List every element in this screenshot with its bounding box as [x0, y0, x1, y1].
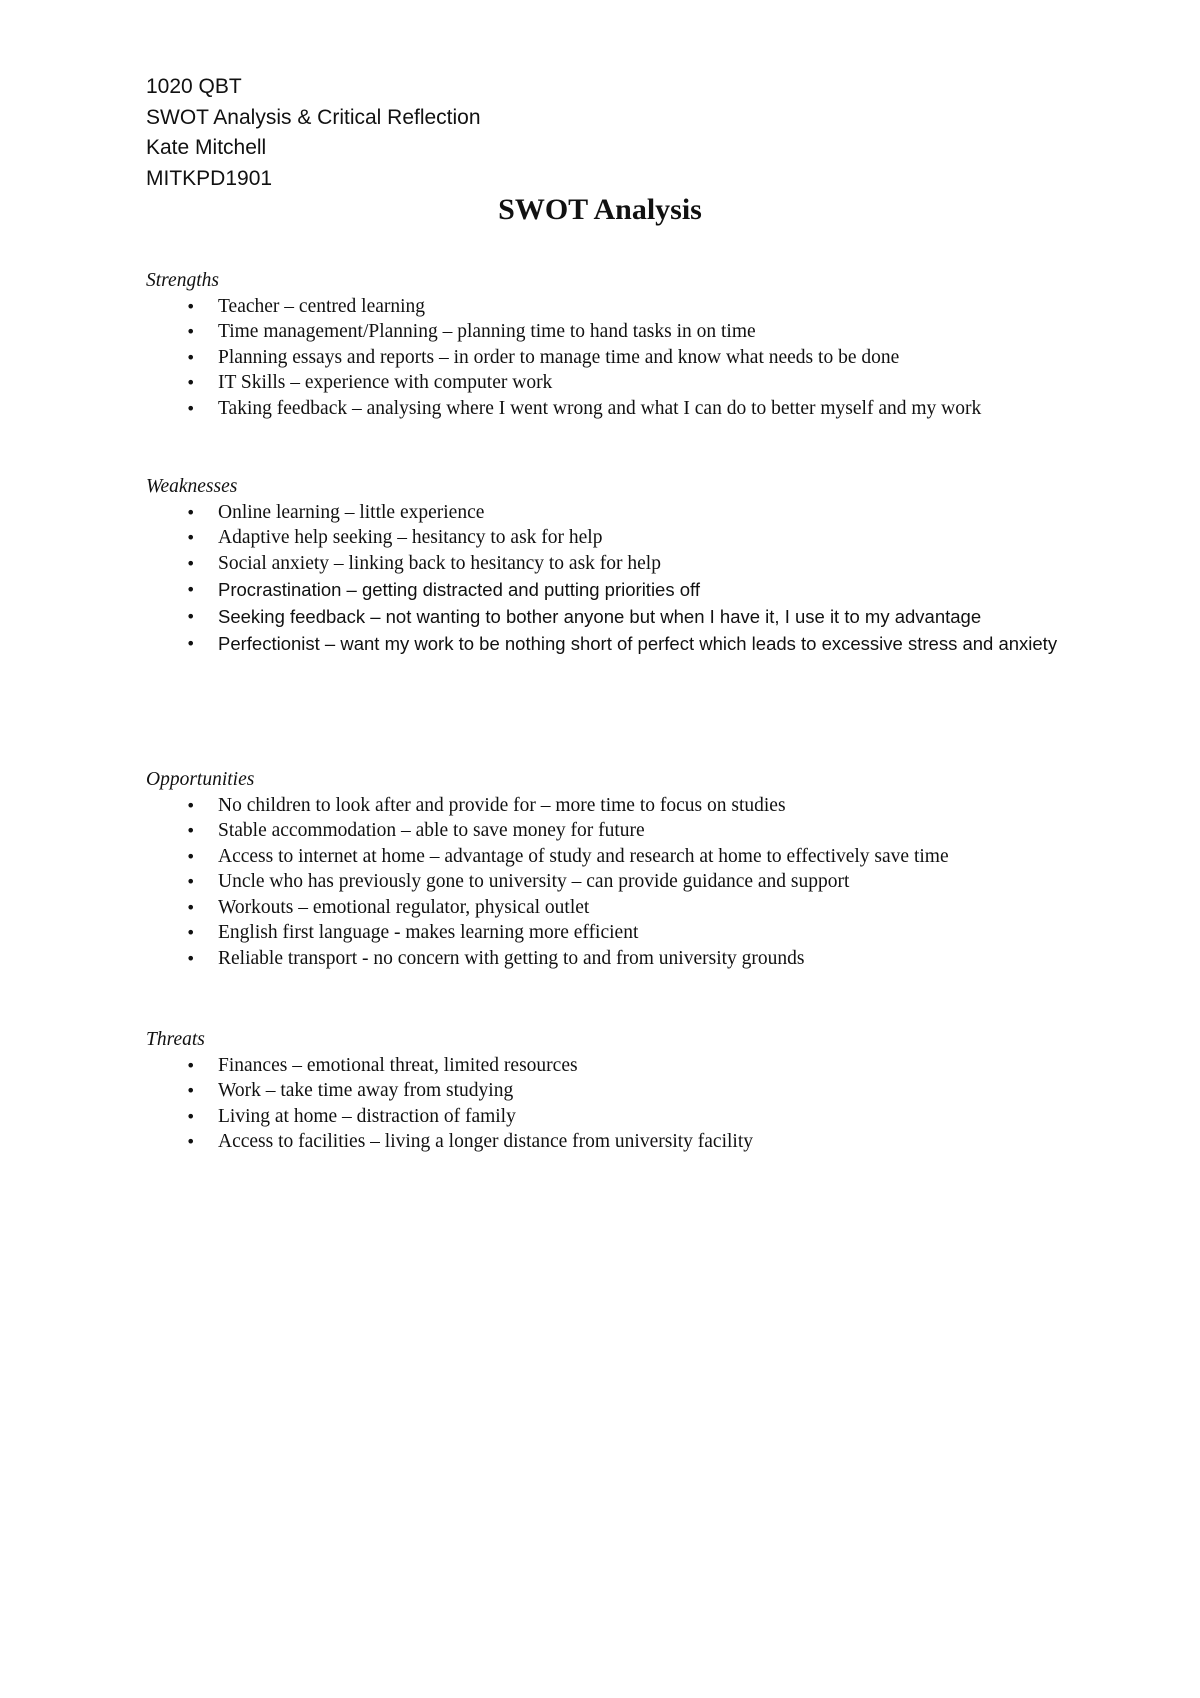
- bullet-icon: •: [186, 923, 196, 942]
- list-item: • Taking feedback – analysing where I went wrong and what I can do to better myself and my work: [146, 396, 1060, 422]
- assignment-title: SWOT Analysis & Critical Reflection: [146, 105, 481, 129]
- course-code: 1020 QBT: [146, 75, 242, 98]
- bullet-icon: •: [186, 634, 196, 653]
- opportunities-list: [146, 793, 1060, 972]
- list-item: • Seeking feedback – not wanting to bother anyone but when I have it, I use it to my advantage: [146, 603, 1060, 630]
- document-header: [146, 72, 481, 194]
- page-title: SWOT Analysis: [498, 193, 702, 226]
- list-item: • Work – take time away from studying: [146, 1078, 1060, 1104]
- bullet-icon: •: [186, 296, 196, 316]
- student-id: MITKPD1901: [146, 166, 273, 190]
- list-item: • Online learning – little experience: [146, 500, 1060, 526]
- bullet-icon: •: [186, 872, 196, 891]
- weaknesses-section: [146, 474, 1060, 657]
- bullet-icon: •: [186, 580, 196, 599]
- strengths-heading: Strengths: [146, 270, 219, 291]
- list-item: • Stable accommodation – able to save money for future: [146, 818, 1060, 844]
- list-item: • No children to look after and provide for – more time to focus on studies: [146, 793, 1060, 819]
- bullet-icon: •: [186, 1055, 196, 1075]
- list-item: • Living at home – distraction of family: [146, 1104, 1060, 1130]
- bullet-icon: •: [186, 1081, 196, 1100]
- list-item: • Uncle who has previously gone to university – can provide guidance and support: [146, 869, 1060, 895]
- list-item: • Reliable transport - no concern with getting to and from university grounds: [146, 946, 1060, 972]
- bullet-icon: •: [186, 1132, 196, 1151]
- bullet-icon: •: [186, 897, 196, 917]
- strengths-section: [146, 268, 1060, 421]
- strengths-list: [146, 294, 1060, 422]
- list-item: • English first language - makes learning more efficient: [146, 920, 1060, 946]
- list-item: • Planning essays and reports – in order to manage time and know what needs to be done: [146, 345, 1060, 371]
- bullet-icon: •: [186, 502, 196, 522]
- bullet-icon: •: [186, 795, 196, 815]
- list-item: • Teacher – centred learning: [146, 294, 1060, 320]
- bullet-icon: •: [186, 821, 196, 840]
- bullet-icon: •: [186, 1106, 196, 1126]
- list-item: • Adaptive help seeking – hesitancy to ask for help: [146, 525, 1060, 551]
- threats-list: [146, 1053, 1060, 1155]
- threats-heading: Threats: [146, 1029, 205, 1050]
- list-item: • IT Skills – experience with computer work: [146, 370, 1060, 396]
- list-item: • Access to internet at home – advantage of study and research at home to effectively save time: [146, 844, 1060, 870]
- bullet-icon: •: [186, 528, 196, 547]
- bullet-icon: •: [186, 322, 196, 341]
- list-item: • Time management/Planning – planning time to hand tasks in on time: [146, 319, 1060, 345]
- weaknesses-list: [146, 500, 1060, 658]
- list-item: • Social anxiety – linking back to hesitancy to ask for help: [146, 551, 1060, 577]
- bullet-icon: •: [186, 553, 196, 573]
- threats-section: [146, 1027, 1060, 1155]
- opportunities-heading: Opportunities: [146, 769, 255, 790]
- list-item: • Procrastination – getting distracted and putting priorities off: [146, 576, 1060, 603]
- opportunities-section: [146, 767, 1060, 971]
- bullet-icon: •: [186, 347, 196, 367]
- bullet-icon: •: [186, 607, 196, 626]
- list-item: • Finances – emotional threat, limited resources: [146, 1053, 1060, 1079]
- bullet-icon: •: [186, 948, 196, 968]
- bullet-icon: •: [186, 846, 196, 866]
- author-name: Kate Mitchell: [146, 136, 267, 159]
- bullet-icon: •: [186, 373, 196, 392]
- bullet-icon: •: [186, 398, 196, 418]
- weaknesses-heading: Weaknesses: [146, 476, 238, 497]
- list-item: • Perfectionist – want my work to be nothing short of perfect which leads to excessive stress and anxiety: [146, 630, 1060, 657]
- list-item: • Workouts – emotional regulator, physical outlet: [146, 895, 1060, 921]
- list-item: • Access to facilities – living a longer distance from university facility: [146, 1129, 1060, 1155]
